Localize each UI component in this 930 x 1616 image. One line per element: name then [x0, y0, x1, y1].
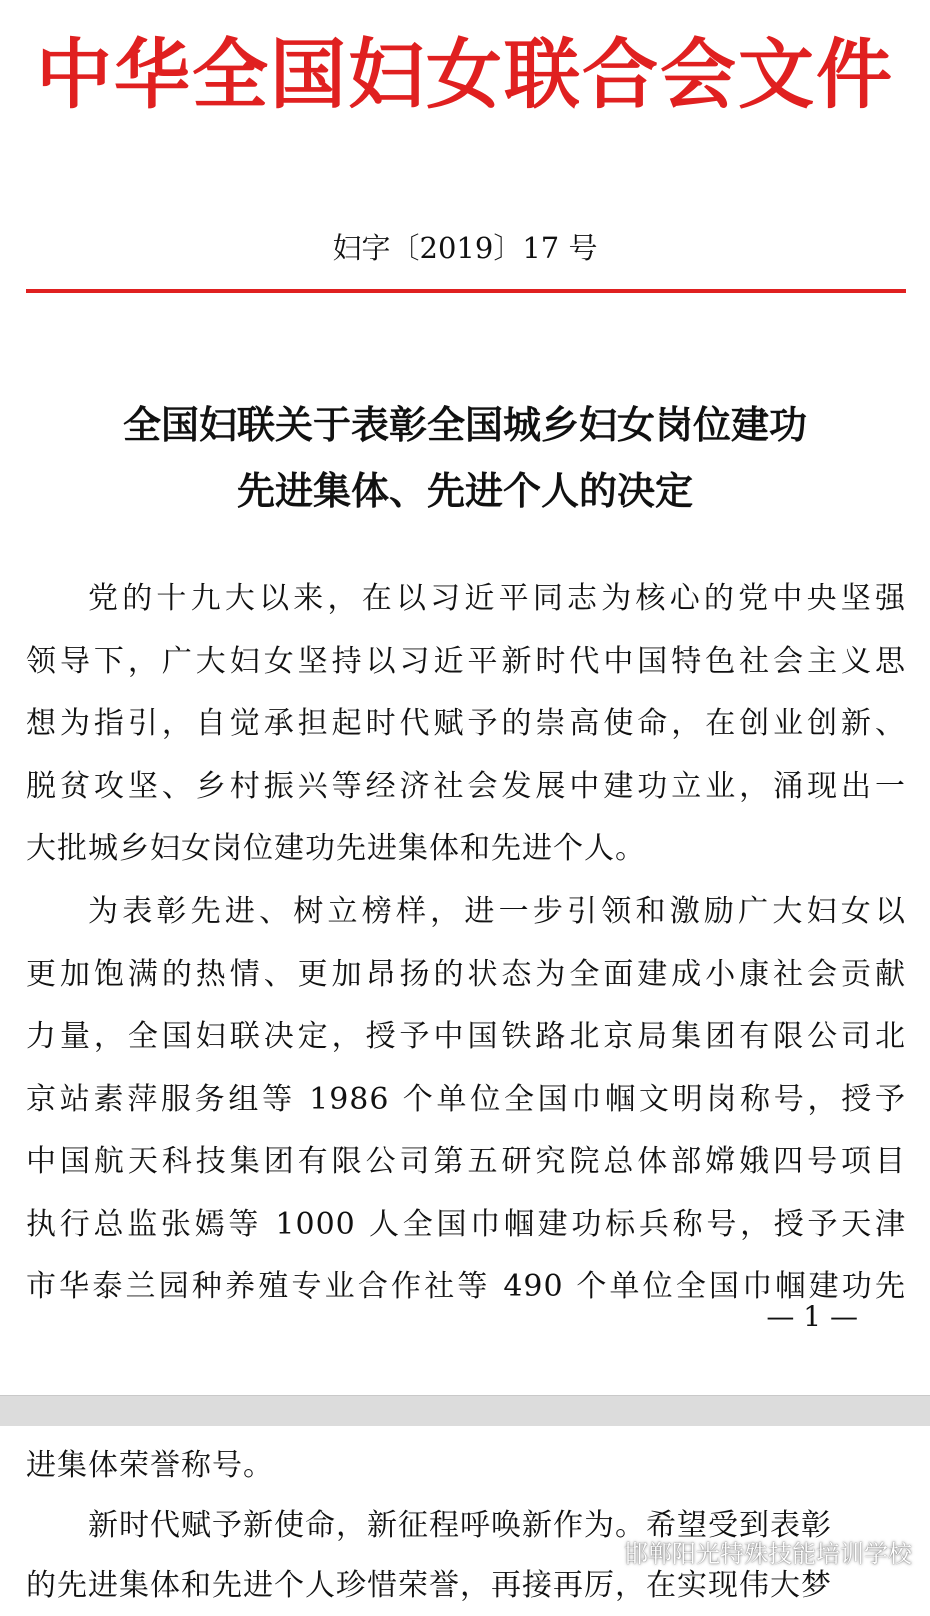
title-line: 先进集体、先进个人的决定 — [236, 469, 693, 513]
paragraph-line: 京站素萍服务组等 1986 个单位全国巾帼文明岗称号，授予 — [26, 1081, 906, 1117]
paragraph-line: 想为指引，自觉承担起时代赋予的崇高使命，在创业创新、 — [26, 706, 906, 741]
paragraph-line: 力量，全国妇联决定，授予中国铁路北京局集团有限公司北 — [26, 1019, 906, 1054]
paragraph-line: 更加饱满的热情、更加昂扬的状态为全面建成小康社会贡献 — [26, 956, 906, 992]
red-separator-line — [26, 289, 906, 293]
paragraph-1 — [26, 568, 906, 881]
paragraph-line: 大批城乡妇女岗位建功先进集体和先进个人。 — [26, 831, 646, 866]
paragraph-line: 执行总监张嫣等 1000 人全国巾帼建功标兵称号，授予天津 — [26, 1206, 906, 1242]
paragraph-line: 中国航天科技集团有限公司第五研究院总体部嫦娥四号项目 — [26, 1144, 906, 1179]
page-divider — [0, 1395, 930, 1427]
paragraph-line: 领导下，广大妇女坚持以习近平新时代中国特色社会主义思 — [26, 643, 906, 679]
document-number: 妇字〔2019〕17 号 — [332, 231, 598, 265]
wechat-watermark — [586, 1534, 912, 1569]
paragraph-line: 的先进集体和先进个人珍惜荣誉，再接再厉，在实现伟大梦 — [26, 1568, 832, 1603]
watermark-text: 邯郸阳光特殊技能培训学校 — [624, 1540, 912, 1568]
title-line: 全国妇联关于表彰全国城乡妇女岗位建功 — [122, 403, 807, 447]
paragraph-line: 新时代赋予新使命，新征程呼唤新作为。希望受到表彰 — [88, 1508, 832, 1543]
page-2-text — [26, 1436, 906, 1616]
paragraph-line: 为表彰先进、树立榜样，进一步引领和激励广大妇女以 — [88, 894, 906, 929]
paragraph-line: 进集体荣誉称号。 — [26, 1448, 274, 1483]
page-number: — 1 — — [766, 1300, 858, 1333]
paragraph-line: 党的十九大以来，在以习近平同志为核心的党中央坚强 — [88, 581, 906, 616]
wechat-icon — [586, 1539, 618, 1565]
paragraph-line: 脱贫攻坚、乡村振兴等经济社会发展中建功立业，涌现出一 — [26, 768, 906, 804]
paragraph-2 — [26, 881, 906, 1319]
document-title — [0, 392, 930, 524]
paragraph-line: 市华泰兰园种养殖专业合作社等 490 个单位全国巾帼建功先 — [26, 1269, 906, 1304]
masthead-title: 中华全国妇女联合会文件 — [36, 30, 894, 119]
